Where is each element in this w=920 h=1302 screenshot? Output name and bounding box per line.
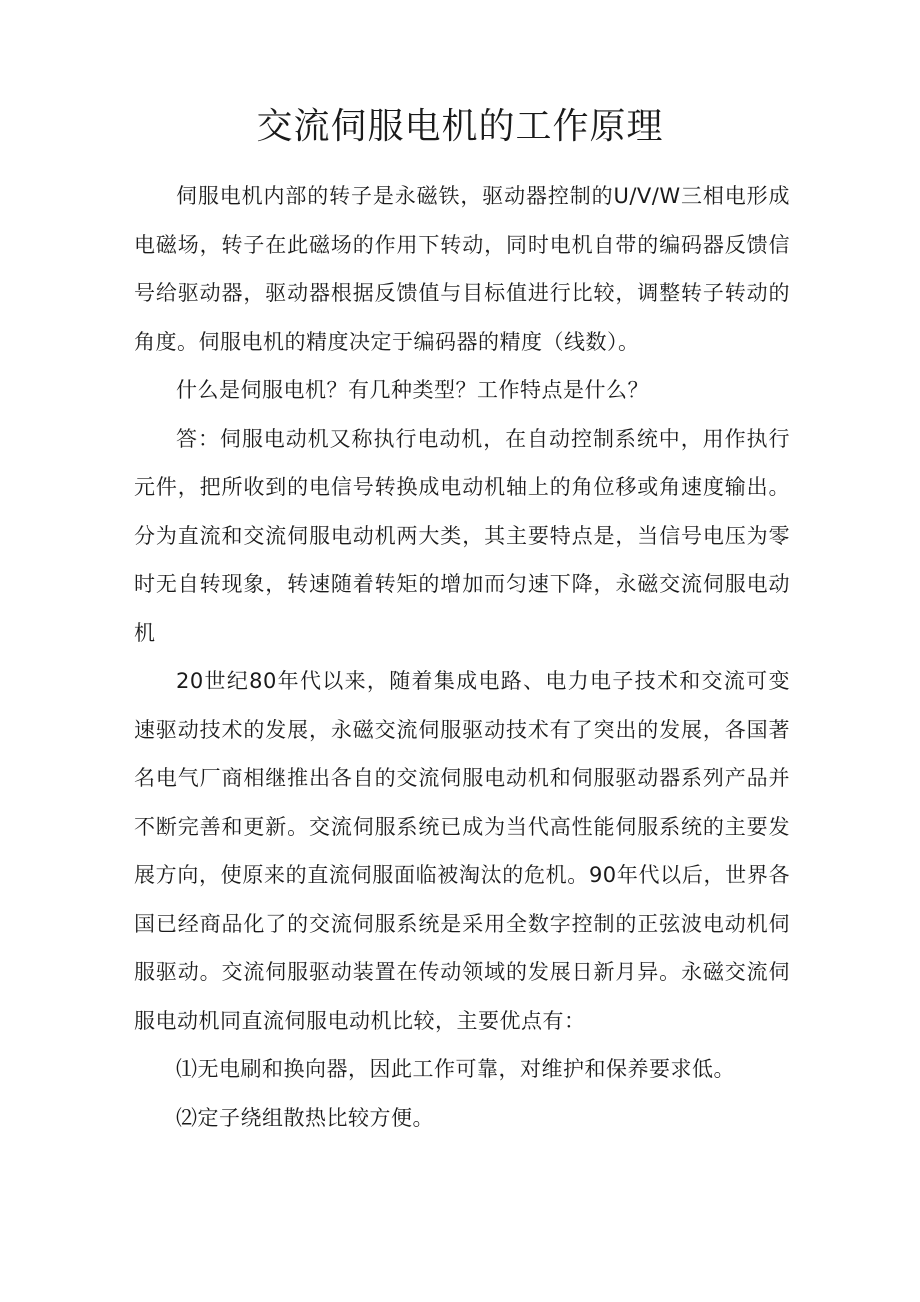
document-title: 交流伺服电机的工作原理 <box>256 106 664 147</box>
document-body <box>134 172 790 1142</box>
list-item-advantage-2: ⑵定子绕组散热比较方便。 <box>176 1105 434 1130</box>
list-item-advantage-1: ⑴无电刷和换向器，因此工作可靠，对维护和保养要求低。 <box>176 1057 735 1081</box>
paragraph-question: 什么是伺服电机？有几种类型？工作特点是什么？ <box>176 378 649 402</box>
paragraph-answer: 答：伺服电动机又称执行电动机，在自动控制系统中，用作执行元件，把所收到的电信号转换成电动机轴上的角位移或角速度输出。分为直流和交流伺服电动机两大类，其主要特点是，当信号电压为零时无自转现象，转速随着转矩的增加而匀速下降，永磁交流伺服电动机 <box>134 426 790 645</box>
paragraph-history: 20世纪80年代以来，随着集成电路、电力电子技术和交流可变速驱动技术的发展，永磁交流伺服驱动技术有了突出的发展，各国著名电气厂商相继推出各自的交流伺服电动机和伺服驱动器系列产品并不断完善和更新。交流伺服系统已成为当代高性能伺服系统的主要发展方向，使原来的直流伺服面临被淘汰的危机。90年代以后，世界各国已经商品化了的交流伺服系统是采用全数字控制的正弦波电动机伺服驱动。交流伺服驱动装置在传动领域的发展日新月异。永磁交流伺服电动机同直流伺服电动机比较，主要优点有： <box>134 669 790 1033</box>
paragraph-working-principle: 伺服电机内部的转子是永磁铁，驱动器控制的U/V/W三相电形成电磁场，转子在此磁场的作用下转动，同时电机自带的编码器反馈信号给驱动器，驱动器根据反馈值与目标值进行比较，调整转子转动的角度。伺服电机的精度决定于编码器的精度（线数）。 <box>134 184 790 354</box>
